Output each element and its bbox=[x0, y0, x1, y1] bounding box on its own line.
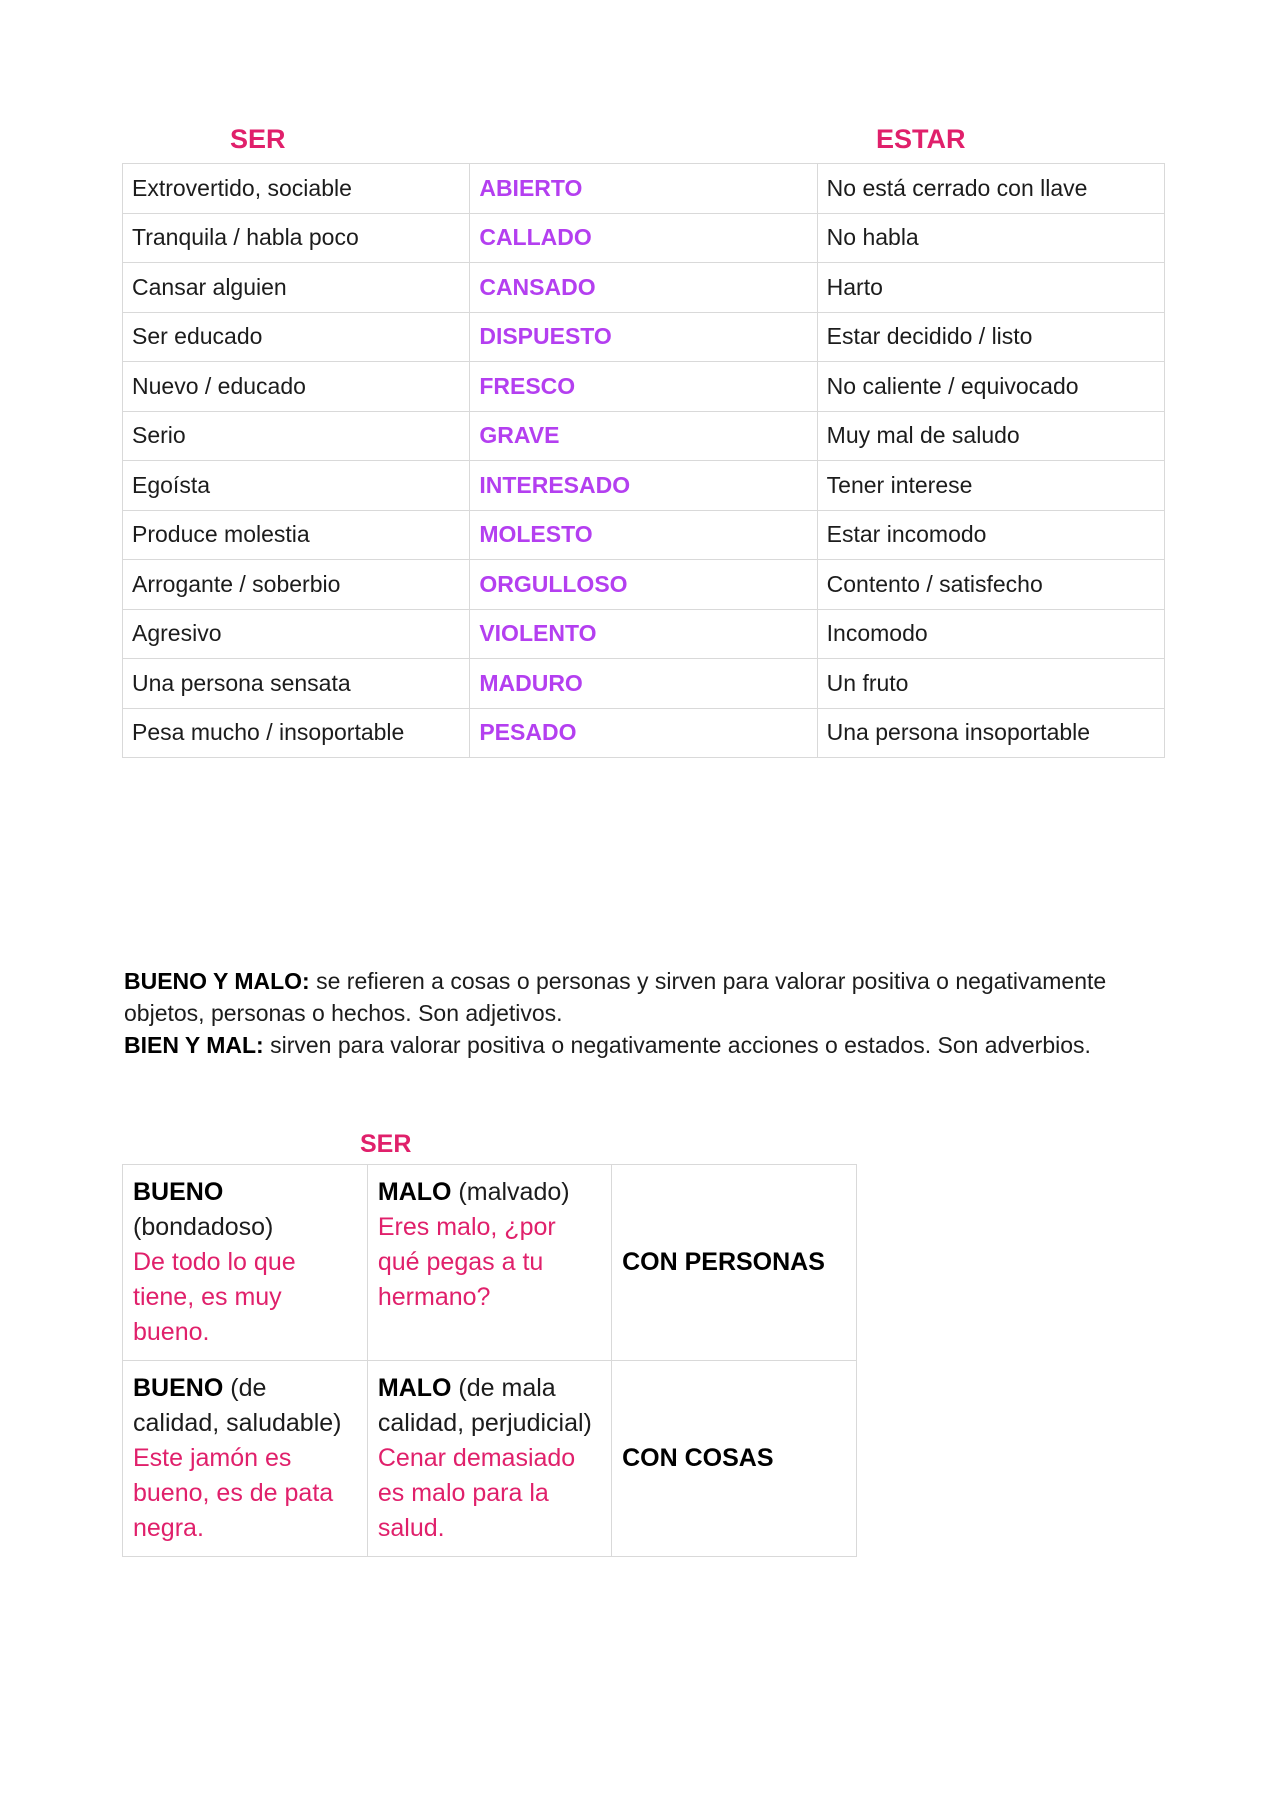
estar-meaning-cell: Un fruto bbox=[817, 659, 1164, 709]
estar-meaning-cell: Contento / satisfecho bbox=[817, 560, 1164, 610]
bueno-example: De todo lo que tiene, es muy bueno. bbox=[133, 1248, 296, 1346]
malo-meaning: (de mala calidad, perjudicial) bbox=[377, 1374, 592, 1437]
table-row bbox=[123, 213, 1165, 263]
bueno-example: Este jamón es bueno, es de pata negra. bbox=[133, 1444, 334, 1542]
ser-meaning-cell: Produce molestia bbox=[123, 510, 470, 560]
table-row bbox=[123, 263, 1165, 313]
adjective-cell: FRESCO bbox=[470, 362, 817, 412]
malo-example: Cenar demasiado es malo para la salud. bbox=[377, 1444, 576, 1542]
category-cell: CON PERSONAS bbox=[612, 1165, 857, 1361]
table-row bbox=[123, 461, 1165, 511]
estar-column-heading: ESTAR bbox=[876, 124, 966, 154]
table-row bbox=[123, 659, 1165, 709]
estar-meaning-cell: No habla bbox=[817, 213, 1164, 263]
malo-word: MALO bbox=[377, 1178, 452, 1206]
category-cell: CON COSAS bbox=[612, 1361, 857, 1557]
ser-column-heading: SER bbox=[230, 124, 286, 154]
bueno-cell bbox=[123, 1361, 368, 1557]
malo-word: MALO bbox=[377, 1374, 452, 1402]
ser-meaning-cell: Nuevo / educado bbox=[123, 362, 470, 412]
table-row bbox=[123, 312, 1165, 362]
table-row bbox=[123, 362, 1165, 412]
bueno-meaning: (bondadoso) bbox=[133, 1213, 274, 1241]
table-row bbox=[123, 510, 1165, 560]
bueno-meaning: (de calidad, saludable) bbox=[133, 1374, 342, 1437]
estar-meaning-cell: Estar decidido / listo bbox=[817, 312, 1164, 362]
ser-meaning-cell: Arrogante / soberbio bbox=[123, 560, 470, 610]
estar-meaning-cell: Una persona insoportable bbox=[817, 708, 1164, 758]
bien-mal-label: BIEN Y MAL: bbox=[124, 1032, 264, 1058]
adjective-cell: DISPUESTO bbox=[470, 312, 817, 362]
bueno-malo-text: se refieren a cosas o personas y sirven para valorar positiva o negativamente objetos, personas o hechos. Son adjetivos. bbox=[124, 968, 1107, 1026]
malo-cell bbox=[367, 1361, 611, 1557]
estar-meaning-cell: No caliente / equivocado bbox=[817, 362, 1164, 412]
bueno-malo-ser-heading: SER bbox=[360, 1130, 412, 1158]
ser-estar-adjectives-table bbox=[122, 163, 1165, 758]
ser-meaning-cell: Cansar alguien bbox=[123, 263, 470, 313]
ser-meaning-cell: Agresivo bbox=[123, 609, 470, 659]
malo-cell bbox=[367, 1165, 611, 1361]
adjective-cell: ORGULLOSO bbox=[470, 560, 817, 610]
table-row bbox=[123, 1361, 857, 1557]
ser-meaning-cell: Extrovertido, sociable bbox=[123, 164, 470, 214]
adjective-cell: VIOLENTO bbox=[470, 609, 817, 659]
adjective-cell: GRAVE bbox=[470, 411, 817, 461]
ser-meaning-cell: Una persona sensata bbox=[123, 659, 470, 709]
table-row bbox=[123, 708, 1165, 758]
ser-meaning-cell: Serio bbox=[123, 411, 470, 461]
adjective-cell: ABIERTO bbox=[470, 164, 817, 214]
ser-meaning-cell: Ser educado bbox=[123, 312, 470, 362]
adjective-cell: MADURO bbox=[470, 659, 817, 709]
table-row bbox=[123, 609, 1165, 659]
bueno-malo-label: BUENO Y MALO: bbox=[124, 968, 310, 994]
adjective-cell: CANSADO bbox=[470, 263, 817, 313]
estar-meaning-cell: Incomodo bbox=[817, 609, 1164, 659]
bueno-malo-table bbox=[122, 1164, 857, 1557]
malo-example: Eres malo, ¿por qué pegas a tu hermano? bbox=[377, 1213, 556, 1311]
bueno-word: BUENO bbox=[133, 1374, 224, 1402]
adjective-cell: PESADO bbox=[470, 708, 817, 758]
adjective-cell: MOLESTO bbox=[470, 510, 817, 560]
table-row bbox=[123, 164, 1165, 214]
adjective-cell: INTERESADO bbox=[470, 461, 817, 511]
adjective-cell: CALLADO bbox=[470, 213, 817, 263]
bueno-malo-note bbox=[124, 965, 1164, 1029]
table-row bbox=[123, 560, 1165, 610]
ser-meaning-cell: Tranquila / habla poco bbox=[123, 213, 470, 263]
malo-meaning: (malvado) bbox=[451, 1178, 570, 1206]
estar-meaning-cell: Muy mal de saludo bbox=[817, 411, 1164, 461]
bien-mal-text: sirven para valorar positiva o negativamente acciones o estados. Son adverbios. bbox=[263, 1032, 1091, 1058]
bien-mal-note bbox=[124, 1029, 1164, 1061]
table-row bbox=[123, 411, 1165, 461]
estar-meaning-cell: No está cerrado con llave bbox=[817, 164, 1164, 214]
bueno-cell bbox=[123, 1165, 368, 1361]
table-row bbox=[123, 1165, 857, 1361]
ser-meaning-cell: Pesa mucho / insoportable bbox=[123, 708, 470, 758]
ser-meaning-cell: Egoísta bbox=[123, 461, 470, 511]
estar-meaning-cell: Harto bbox=[817, 263, 1164, 313]
grammar-notes bbox=[124, 965, 1164, 1061]
bueno-word: BUENO bbox=[133, 1178, 224, 1206]
estar-meaning-cell: Estar incomodo bbox=[817, 510, 1164, 560]
estar-meaning-cell: Tener interese bbox=[817, 461, 1164, 511]
